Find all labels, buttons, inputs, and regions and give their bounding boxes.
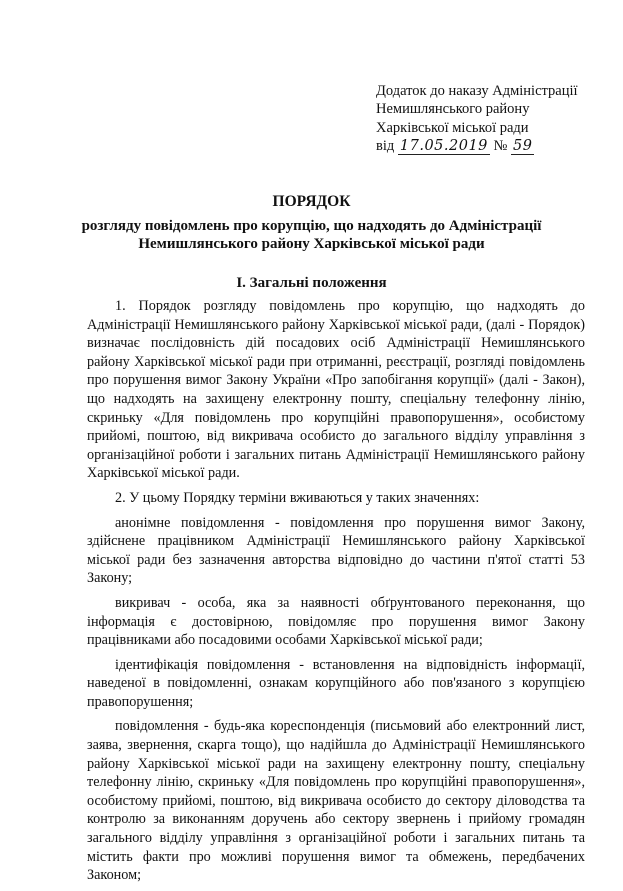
appendix-line-2: Немишлянського району <box>376 101 530 118</box>
definition-report: повідомлення - будь-яка кореспонденція (письмовий або електронний лист, заява, звернення, скарга тощо), що надійшла до Адміністрації Немишлянського району Харківської міської ради на захищену електронну пошту, спеціальну телефонну лінію, скриньку «Для повідомлень про корупційні правопорушення», особистому прийомі, поштою, від викривача особисто до сектору діловодства та контролю за виконанням доручень або сектору звернень і прийому громадян загального відділу управління з організаційної роботи і загальних питань та містить факти про можливі порушення вимог та обмежень, передбачених Законом; <box>87 718 585 884</box>
definition-identification: ідентифікація повідомлення - встановлення на відповідність інформації, наведеної в повідомленні, ознакам корупційного або пов'язаного з корупцією правопорушення; <box>87 656 585 710</box>
appendix-line-3: Харківської міської ради <box>376 119 529 136</box>
title-subtitle-line-2: Немишлянського району Харківської міської ради <box>138 236 485 252</box>
definition-whistleblower: викривач - особа, яка за наявності обґрунтованого переконання, що інформація є достовірною, повідомляє про порушення вимог Закону працівниками або посадовими особами Харківської міської ради; <box>87 594 585 649</box>
date-prefix: від <box>376 138 395 155</box>
title-main: ПОРЯДОК <box>272 193 351 210</box>
handwritten-date: 17.05.2019 <box>399 138 488 155</box>
document-title <box>30 193 593 254</box>
appendix-date-line <box>376 137 611 155</box>
appendix-line-1: Додаток до наказу Адміністрації <box>376 83 578 99</box>
section-body <box>87 297 585 891</box>
title-subtitle-line-1: розгляду повідомлень про корупцію, що надходять до Адміністрації <box>81 217 542 234</box>
appendix-header <box>376 82 611 156</box>
paragraph-1: 1. Порядок розгляду повідомлень про корупцію, що надходять до Адміністрації Немишлянського району Харківської міської ради, (далі - Порядок) визначає послідовність дій посадових осіб Адміністрації Немишлянського району Харківської міської ради при отриманні, реєстрації, розгляді повідомлень про порушення вимог Закону України «Про запобігання корупції» (далі - Закон), що надходять на захищену електронну пошту, спеціальну телефонну лінію, скриньку «Для повідомлень про корупційні правопорушення», особистому прийомі, поштою, від викривача особисто до загального відділу управління з організаційної роботи і загальних питань Адміністрації Немишлянського району Харківської міської ради. <box>87 298 585 482</box>
number-prefix: № <box>493 138 508 155</box>
section-heading: І. Загальні положення <box>236 275 387 291</box>
handwritten-number: 59 <box>513 138 533 155</box>
paragraph-2: 2. У цьому Порядку терміни вживаються у таких значеннях: <box>115 489 480 506</box>
definition-anonymous-report: анонімне повідомлення - повідомлення про порушення вимог Закону, здійснене працівником Адміністрації Немишлянського району Харківської міської ради без зазначення авторства відповідно до частини п'ятої статті 53 Закону; <box>87 514 585 587</box>
